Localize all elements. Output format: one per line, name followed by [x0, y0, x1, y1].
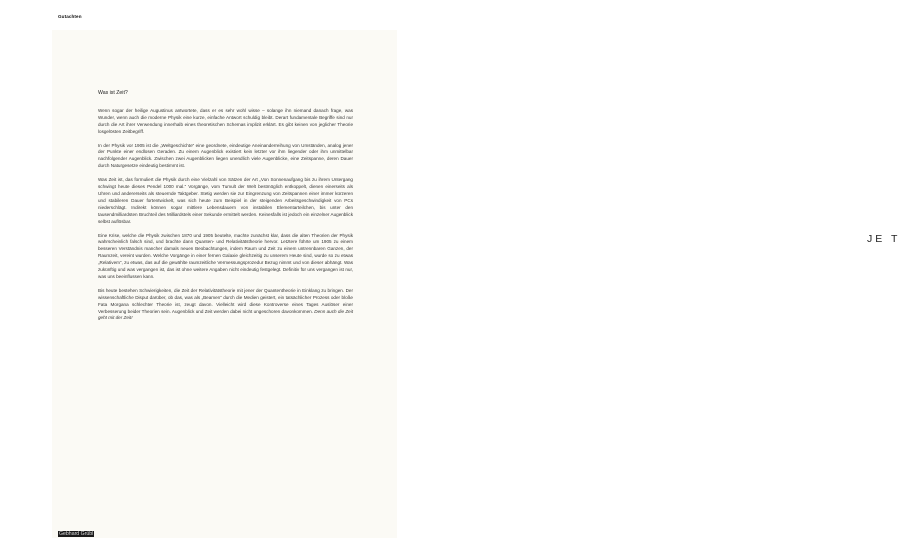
article-body: [98, 90, 353, 329]
article-paragraph: [98, 288, 353, 323]
article-paragraph: In der Physik vor 1905 ist die „Weltgeschichte“ eine geordnete, eindeutige Aneinanderreihung von Umständen, analog jener der Punkte einer endlosen Geraden. Zu einem Augenblick existiert kein letzter vor ihm liegender oder ihm unmittelbar nachfolgender Augenblick. Zwischen zwei Augenblicken liegen unendlich viele Augenblicke, eine Zeitspanne, deren Dauer durch Naturgesetze eindeutig bestimmt ist.: [98, 142, 353, 169]
article-paragraph-text: Bis heute bestehen Schwierigkeiten, die Zeit der Relativitätstheorie mit jener der Quantentheorie in Einklang zu bringen. Der wissenschaftliche Disput darüber, ob das, was als „Beamen“ durch die Medien geistert, ein tatsächlicher Prozess oder bloße Fata Morgana schlechter Theorie ist, zeugt davon. Vielleicht wird diese Kontroverse eines Tages Auslöser einer Verbesserung beider Theorien sein. Augenblick und Zeit werden dabei nicht ungeschoren davonkommen.: [98, 287, 353, 314]
adjacent-page-title-fragment: JE T: [867, 233, 900, 245]
closing-quote: Denn auch die Zeit geht mit der Zeit!: [98, 308, 354, 321]
author-name: Gebhard Grübl: [59, 531, 94, 537]
article-heading: Was ist Zeit?: [98, 90, 128, 96]
article-paragraph: Eine Krise, welche die Physik zwischen 1870 und 1905 beutelte, machte zunächst klar, dass die alten Theorien der Physik wahrscheinlich falsch sind, und brachte dann Quanten- und Relativitätstheorie hervor. Letztere führte um 1905 zu einem besseren Verständnis mancher damals neuen Beobachtungen, indem Raum und Zeit zu einem untrennbaren Ganzen, der Raumzeit, vereint wurden. Welche Vorgänge in einer fernen Galaxie gleichzeitig zu unserem Heute sind, wurde so zu etwas „Relativem“, zu etwas, das auf die gewählte raumzeitliche Vermessungsprozedur Bezug nimmt und von dieser abhängt. Was zukünftig und was vergangen ist, das ist ohne weitere Angaben nicht eindeutig festgelegt. Definitiv für uns vergangen ist nur, was uns beeinflussen kann.: [98, 232, 353, 279]
article-paragraph: Wenn sogar der heilige Augustinus antwortete, dass er es sehr wohl wisse – solange ihn niemand danach frage, was Wunder, wenn auch die moderne Physik eine kurze, einfache Antwort schuldig bleibt. Derart fundamentale Begriffe sind nur durch die Art ihrer Verwendung innerhalb eines theoretischen Schemas implizit erklärt. Es gibt keinen von jeglicher Theorie losgelösten Zeitbegriff.: [98, 107, 353, 134]
section-label: Gutachten: [58, 14, 82, 19]
article-paragraph: Was Zeit ist, das formuliert die Physik durch eine Vielzahl von Sätzen der Art „Von Sonnenaufgang bis zu ihrem Untergang schwingt heute dieses Pendel 1000 mal.“ Vorgänge, vom Tumult der Welt bestmöglich entkoppelt, dienen einerseits als Uhren und andererseits als steuernde Taktgeber. Stetig werden sie zur Eingrenzung von Zeitspannen einer immer kürzeren und stabileren Dauer fortentwickelt, was sich heute zum Beispiel in der steigenden Arbeitsgeschwindigkeit von PCs niederschlägt. Indirekt können sogar mittlere Lebensdauern von instabilen Elementarteilchen, bis unter den tausendmilliardsten Bruchteil des Milliardstels einer Sekunde ermittelt werden. Keinesfalls ist jedoch ein einzelner Augenblick selbst auflösbar.: [98, 177, 353, 224]
